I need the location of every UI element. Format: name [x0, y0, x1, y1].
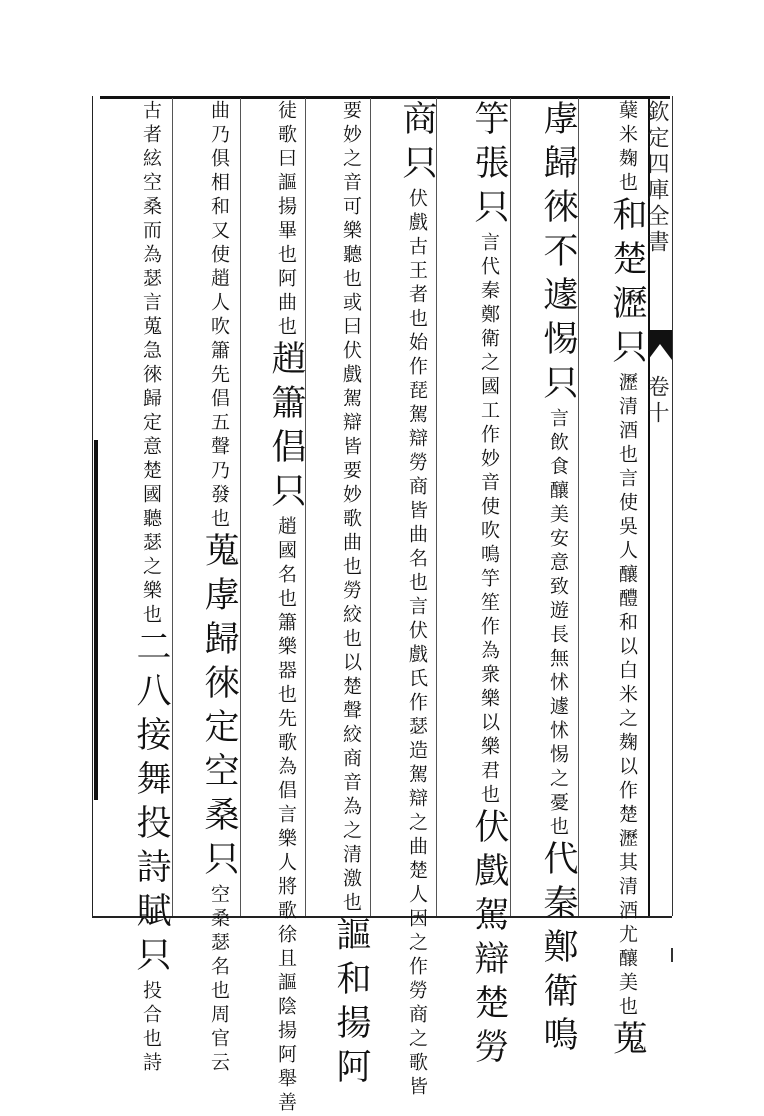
main-text: 竽張只 — [469, 100, 509, 232]
main-text: 商只 — [397, 100, 437, 188]
text-column-4 — [376, 100, 437, 1100]
commentary-text: 瀝清酒也言使吳人釀醴和以白米之麹以作楚瀝其清酒尤釀美也 — [616, 372, 638, 1020]
text-column-3 — [442, 100, 509, 1072]
frame-left-border — [92, 96, 93, 916]
fishtail-mark — [648, 330, 672, 360]
main-text: 和楚瀝只 — [607, 196, 647, 372]
column-divider — [172, 98, 173, 916]
commentary-text: 投合也詩 — [140, 980, 162, 1076]
main-text: 伏戲駕辯楚勞 — [469, 808, 509, 1072]
frame-top-border — [100, 96, 670, 99]
commentary-text: 言飲食釀美安意致遊長無怵遽怵惕之憂也 — [547, 408, 569, 840]
commentary-text: 伏戲古王者也始作琵駕辯勞商皆曲名也言伏戲氏作瑟造駕辯之曲楚人因之作勞商之歌皆 — [406, 188, 428, 1100]
commentary-text: 畢也阿曲也 — [275, 220, 297, 340]
main-text: 虖歸徠不遽惕只 — [538, 100, 578, 408]
column-divider — [370, 98, 371, 916]
main-text: 蒐 — [607, 1020, 647, 1064]
frame-bottom-border — [92, 916, 672, 918]
margin-tick-mark — [671, 948, 673, 962]
commentary-text: 麹也 — [616, 148, 638, 196]
column-divider — [510, 98, 511, 916]
column-divider — [436, 98, 437, 916]
column-divider — [578, 98, 579, 916]
text-column-7 — [178, 100, 239, 1076]
main-text: 二八接舞投詩賦只 — [131, 628, 171, 980]
main-text: 趙簫倡只 — [266, 340, 306, 516]
text-column-5 — [310, 100, 371, 1092]
column-divider — [240, 98, 241, 916]
text-column-2 — [515, 100, 578, 1060]
commentary-text: 言代秦鄭衛之國工作妙音使吹鳴竽笙作為衆樂以樂君也 — [478, 232, 500, 808]
volume-label: 卷十 — [644, 375, 669, 427]
commentary-text: 蘖米 — [616, 100, 638, 148]
commentary-text: 空桑瑟名也周官云 — [208, 884, 230, 1076]
main-text: 代秦鄭衛鳴 — [538, 840, 578, 1060]
margin-title — [644, 100, 672, 520]
commentary-text: 曲乃俱相和又使趙人吹簫先倡五聲乃發也 — [208, 100, 230, 532]
outer-margin-rule — [672, 96, 673, 916]
text-column-8 — [104, 100, 171, 1076]
text-column-1 — [584, 100, 647, 1064]
main-text: 謳和揚阿 — [331, 916, 371, 1092]
main-text: 蒐虖歸徠定空桑只 — [199, 532, 239, 884]
left-thick-rule — [94, 440, 98, 800]
commentary-text: 古者絃空桑而為瑟言蒐急徠歸定意楚國聽瑟之樂也 — [140, 100, 162, 628]
commentary-text: 趙國名也簫樂器也先歌為倡言樂人將歌徐且謳陰揚阿舉善 — [275, 516, 297, 1116]
book-title: 欽定四庫全書 — [644, 100, 669, 256]
commentary-text: 徒歌曰謳揚 — [275, 100, 297, 220]
text-column-6 — [245, 100, 306, 1116]
commentary-text: 要妙之音可樂聽也或曰伏戲駕辯皆要妙歌曲也勞絞也以楚聲絞商音為之清激也 — [340, 100, 362, 916]
